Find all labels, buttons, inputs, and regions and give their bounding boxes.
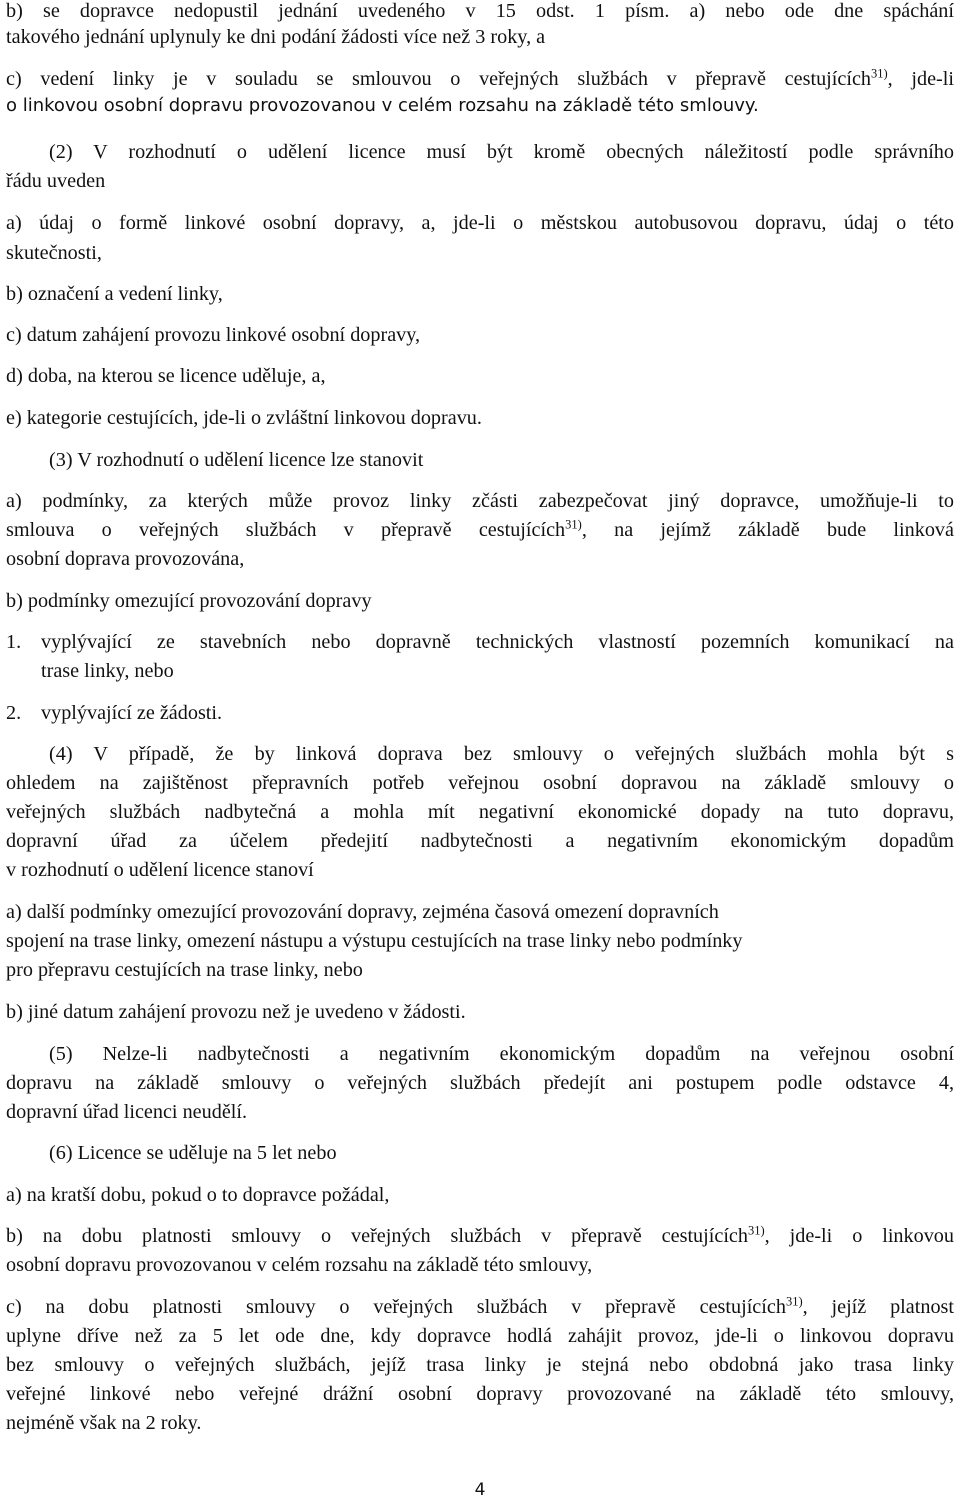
text-line: [6, 66, 954, 92]
text-segment: , na jejímž základě bude linková: [581, 519, 954, 541]
list-item: b) jiné datum zahájení provozu než je uvedeno v žádosti.: [6, 1001, 466, 1023]
text-line: nejméně však na 2 roky.: [6, 1412, 202, 1434]
text-line: o linkovou osobní dopravu provozovanou v celém rozsahu na základě této smlouvy.: [6, 95, 759, 116]
footnote-ref: 31): [871, 66, 888, 81]
text-line: vyplývající ze stavebních nebo dopravně technických vlastností pozemních komunikací na: [41, 631, 954, 653]
footnote-ref: 31): [748, 1223, 765, 1238]
text-line: (4) V případě, že by linková doprava bez smlouvy o veřejných službách mohla být s: [49, 743, 954, 765]
text-line: uplyne dříve než za 5 let ode dne, kdy dopravce hodlá zahájit provoz, jde-li o linkovou dopravu: [6, 1325, 954, 1347]
list-item: d) doba, na kterou se licence uděluje, a,: [6, 365, 326, 387]
text-line: pro přepravu cestujících na trase linky, nebo: [6, 959, 363, 981]
text-line: a) podmínky, za kterých může provoz linky zčásti zabezpečovat jiný dopravce, umožňuje-li to: [6, 490, 954, 512]
text-line: takového jednání uplynuly ke dni podání žádosti více než 3 roky, a: [6, 26, 546, 48]
text-segment: c) na dobu platnosti smlouvy o veřejných službách v přepravě cestujících: [6, 1296, 786, 1318]
text-line: spojení na trase linky, omezení nástupu a výstupu cestujících na trase linky nebo podmínky: [6, 930, 743, 952]
text-line: (5) Nelze-li nadbytečnosti a negativním ekonomickým dopadům na veřejnou osobní: [49, 1043, 954, 1065]
text-line: v rozhodnutí o udělení licence stanoví: [6, 859, 314, 881]
text-segment: c) vedení linky je v souladu se smlouvou o veřejných službách v přepravě cestujících: [6, 68, 871, 90]
text-line: řádu uveden: [6, 170, 106, 192]
text-line: dopravní úřad licenci neudělí.: [6, 1101, 248, 1123]
text-line: skutečnosti,: [6, 242, 102, 264]
text-line: bez smlouvy o veřejných službách, jejíž trasa linky je stejná nebo obdobná jako trasa linky: [6, 1354, 954, 1376]
text-line: [6, 517, 954, 543]
text-line: [6, 1294, 954, 1320]
text-line: osobní doprava provozována,: [6, 548, 245, 570]
text-segment: , jejíž platnost: [802, 1296, 955, 1318]
text-line: b) se dopravce nedopustil jednání uvedeného v 15 odst. 1 písm. a) nebo ode dne spáchání: [6, 0, 954, 22]
text-line: a) další podmínky omezující provozování dopravy, zejména časová omezení dopravních: [6, 901, 719, 923]
text-segment: , jde-li: [887, 68, 954, 90]
list-item: a) na kratší dobu, pokud o to dopravce požádal,: [6, 1184, 390, 1206]
list-item: b) podmínky omezující provozování dopravy: [6, 590, 372, 612]
list-number: 2.: [6, 702, 22, 724]
text-line: ohledem na zajištěnost přepravních potřeb veřejnou osobní dopravou na základě smlouvy o: [6, 772, 954, 794]
footnote-ref: 31): [785, 1294, 803, 1309]
list-item: c) datum zahájení provozu linkové osobní dopravy,: [6, 324, 421, 346]
list-item: e) kategorie cestujících, jde-li o zvláštní linkovou dopravu.: [6, 407, 482, 429]
footnote-ref: 31): [565, 517, 582, 532]
text-line: trase linky, nebo: [41, 660, 174, 682]
list-number: 1.: [6, 631, 22, 653]
text-line: (3) V rozhodnutí o udělení licence lze stanovit: [49, 449, 424, 471]
text-segment: , jde-li o linkovou: [764, 1225, 954, 1247]
text-line: dopravní úřad za účelem předejití nadbytečnosti a negativním ekonomickým dopadům: [6, 830, 954, 852]
text-segment: smlouva o veřejných službách v přepravě cestujících: [6, 519, 566, 541]
text-line: veřejných službách nadbytečná a mohla mít negativní ekonomické dopady na tuto dopravu,: [6, 801, 954, 823]
text-line: (2) V rozhodnutí o udělení licence musí být kromě obecných náležitostí podle správního: [49, 141, 954, 163]
text-line: a) údaj o formě linkové osobní dopravy, a, jde-li o městskou autobusovou dopravu, údaj o této: [6, 212, 954, 234]
text-line: osobní dopravu provozovanou v celém rozsahu na základě této smlouvy,: [6, 1254, 593, 1276]
text-line: [6, 1223, 954, 1249]
text-line: veřejné linkové nebo veřejné drážní osobní dopravy provozované na základě této smlouvy,: [6, 1383, 954, 1405]
text-segment: b) na dobu platnosti smlouvy o veřejných službách v přepravě cestujících: [6, 1225, 748, 1247]
list-item: b) označení a vedení linky,: [6, 283, 223, 305]
text-line: (6) Licence se uděluje na 5 let nebo: [49, 1142, 337, 1164]
text-line: dopravu na základě smlouvy o veřejných službách předejít ani postupem podle odstavce 4,: [6, 1072, 954, 1094]
page-number: 4: [474, 1480, 486, 1500]
text-line: vyplývající ze žádosti.: [41, 702, 223, 724]
